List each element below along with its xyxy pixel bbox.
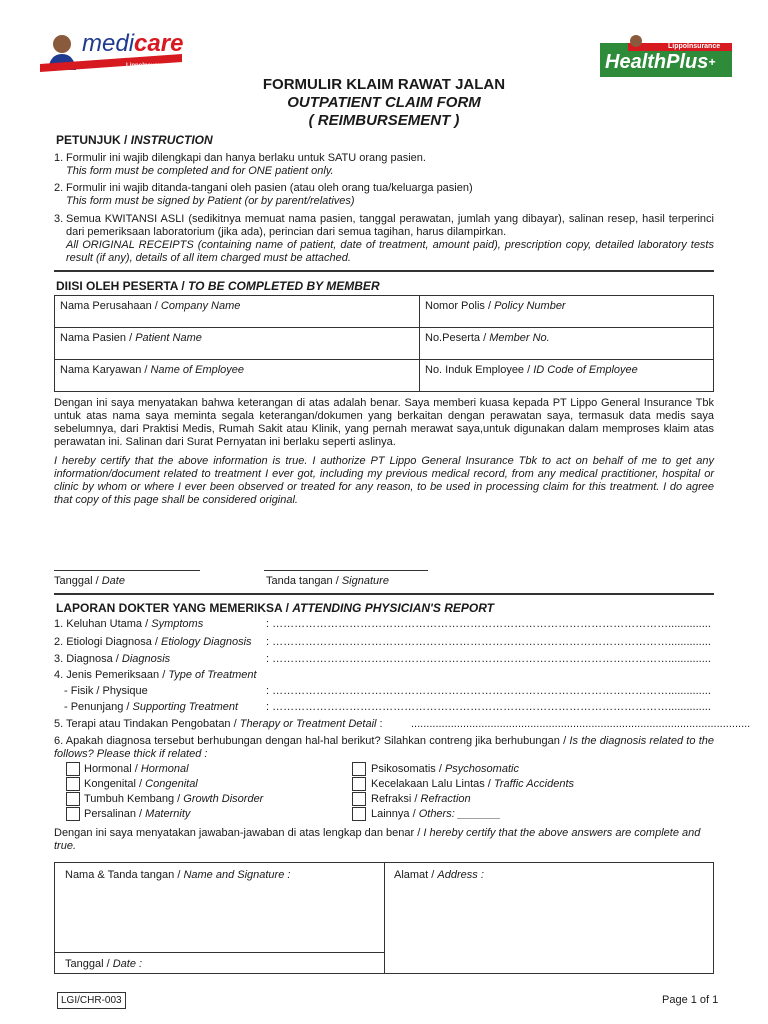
field-label-id: Nomor Polis / <box>425 300 495 312</box>
fill-dots: : ……………………………………………………………………………………………….............. <box>266 653 711 665</box>
label-en: Diagnosis <box>121 653 171 665</box>
field-label-id: No. Induk Employee / <box>425 364 534 376</box>
item-number: 3. <box>54 213 64 225</box>
item-text-id: Formulir ini wajib ditanda-tangani oleh pasien (atau oleh orang tua/keluarga pasien) <box>66 182 473 194</box>
label-en: Etiology Diagnosis <box>161 636 252 648</box>
physique-row[interactable] <box>54 685 714 699</box>
etiology-label <box>54 636 252 649</box>
member-date-label <box>54 574 125 588</box>
label-en: Date : <box>112 958 143 970</box>
symptoms-row[interactable] <box>54 618 714 632</box>
healthplus-logo <box>600 33 732 77</box>
label-en: Refraction <box>420 793 471 805</box>
field-label-id: Nama Pasien / <box>60 332 136 344</box>
question-id: 6. Apakah diagnosa tersebut berhubungan dengan hal-hal berikut? Silahkan contreng jika berhubungan / <box>54 735 570 747</box>
field-label-en: Member No. <box>489 332 550 344</box>
label-en: Others: _______ <box>418 808 501 820</box>
section-divider <box>54 593 714 595</box>
symptoms-label <box>54 618 203 631</box>
label-en: Growth Disorder <box>183 793 264 805</box>
date-label-id: Tanggal / <box>54 575 102 587</box>
fill-dots: ............................................................................................................... <box>411 718 751 730</box>
related-diagnosis-question <box>54 735 714 761</box>
member-section-heading <box>56 279 380 295</box>
hormonal-checkbox[interactable] <box>66 762 80 776</box>
medicare-logo <box>36 30 186 76</box>
therapy-label <box>54 718 383 731</box>
physician-heading-id: LAPORAN DOKTER YANG MEMERIKSA / <box>56 601 293 615</box>
medicare-sublabel: LippoInsurance <box>126 63 171 69</box>
healthplus-sublabel: LippoInsurance <box>668 43 721 50</box>
field-label-en: Policy Number <box>494 300 566 312</box>
item-number: 1. <box>54 152 64 164</box>
instruction-heading-en: INSTRUCTION <box>130 133 213 147</box>
box-divider <box>384 863 385 973</box>
treatment-type-label <box>54 669 257 682</box>
member-declaration-id: Dengan ini saya menyatakan bahwa keterangan di atas adalah benar. Saya memberi kuasa kepada PT Lippo General Insurance Tbk untuk atas nama saya meminta segala keterangan/dokumen yang berkaitan dengan perawatan saya, termasuk data medis saya sebelumnya, dari Praktisi Medis, Rumah Sakit atau Klinik, yang pernah merawat saya,untuk digunakan dalam memproses klaim atas perawatan ini. Salinan dari Surat Pernyatan ini berlaku seperti aslinya. <box>54 397 714 448</box>
page-number: Page 1 of 1 <box>662 994 719 1006</box>
traffic-accidents-checkbox[interactable] <box>352 777 366 791</box>
medicare-suffix: care <box>134 30 184 57</box>
member-heading-en: TO BE COMPLETED BY MEMBER <box>188 279 380 293</box>
label-en: Address : <box>437 869 484 881</box>
member-signature-line[interactable] <box>264 570 428 571</box>
hormonal-label <box>84 762 189 776</box>
employee-name-field[interactable] <box>55 360 420 392</box>
address-field[interactable] <box>394 868 484 882</box>
healthplus-plus: + <box>708 55 716 69</box>
label-id: Hormonal / <box>84 763 141 775</box>
instruction-item-1 <box>54 152 714 178</box>
item-text-en: This form must be signed by Patient (or by parent/relatives) <box>66 195 355 207</box>
therapy-row[interactable] <box>54 718 751 732</box>
physician-date-field[interactable] <box>65 957 142 971</box>
maternity-checkbox[interactable] <box>66 807 80 821</box>
label-en: Therapy or Treatment Detail <box>239 718 377 730</box>
label-id: 2. Etiologi Diagnosa / <box>54 636 162 648</box>
label-id: Lainnya / <box>371 808 419 820</box>
label-id: 4. Jenis Pemeriksaan / <box>54 669 169 681</box>
field-label-en: Patient Name <box>135 332 202 344</box>
congenital-checkbox[interactable] <box>66 777 80 791</box>
label-id: Nama & Tanda tangan / <box>65 869 184 881</box>
form-title-id: FORMULIR KLAIM RAWAT JALAN <box>262 76 506 93</box>
label-id: 5. Terapi atau Tindakan Pengobatan / <box>54 718 240 730</box>
label-en: Congenital <box>145 778 198 790</box>
physician-signature-box <box>54 862 714 974</box>
certify-en: I hereby certify that the above answers are complete and true. <box>54 827 701 852</box>
label-en: Type of Treatment <box>168 669 257 681</box>
diagnosis-row[interactable] <box>54 653 714 667</box>
healthplus-name: HealthPlus <box>605 51 709 73</box>
item-text-id: Formulir ini wajib dilengkapi dan hanya berlaku untuk SATU orang pasien. <box>66 152 426 164</box>
field-label-en: Company Name <box>160 300 241 312</box>
member-no-field[interactable] <box>420 328 714 360</box>
field-label-en: ID Code of Employee <box>533 364 638 376</box>
traffic-accidents-label <box>371 777 574 791</box>
fill-dots: : ……………………………………………………………………………………………….............. <box>266 701 711 713</box>
field-label-en: Name of Employee <box>150 364 245 376</box>
label-id: 1. Keluhan Utama / <box>54 618 152 630</box>
form-code: LGI/CHR-003 <box>57 992 126 1009</box>
label-id: Alamat / <box>394 869 438 881</box>
label-en: Hormonal <box>140 763 189 775</box>
date-signature-line[interactable] <box>54 570 200 571</box>
maternity-label <box>84 807 190 821</box>
treatment-type-row <box>54 669 714 683</box>
member-info-table <box>54 295 714 392</box>
box-date-rule <box>55 952 384 953</box>
supporting-treatment-label <box>64 701 238 714</box>
physician-certification <box>54 827 714 853</box>
physique-label: - Fisik / Physique <box>64 685 148 697</box>
label-id: 3. Diagnosa / <box>54 653 122 665</box>
section-divider <box>54 270 714 272</box>
fill-dots: : ……………………………………………………………………………………………….............. <box>266 636 711 648</box>
field-label-id: Nama Perusahaan / <box>60 300 161 312</box>
others-checkbox[interactable] <box>352 807 366 821</box>
others-label <box>371 807 501 821</box>
label-id: Kongenital / <box>84 778 146 790</box>
field-label-id: No.Peserta / <box>425 332 490 344</box>
patient-name-field[interactable] <box>55 328 420 360</box>
company-name-field[interactable] <box>55 296 420 328</box>
physician-heading-en: ATTENDING PHYSICIAN'S REPORT <box>292 601 495 615</box>
etiology-row[interactable] <box>54 636 714 650</box>
employee-id-field[interactable] <box>420 360 714 392</box>
table-row <box>55 296 714 328</box>
separator: : <box>376 718 383 730</box>
label-id: Refraksi / <box>371 793 421 805</box>
member-declaration-en: I hereby certify that the above information is true. I authorize PT Lippo General Insurance Tbk to act on behalf of me to get any information/document related to treatment I ever got, including my previous medical record, from any medical practitioner, hospital or clinic by whom or where I ever been observed or treated for any reason, to be used in processing claim for this treatment. I do agree that copy of this page shall be considered original. <box>54 455 714 506</box>
instruction-item-3 <box>54 213 714 265</box>
item-text-en: This form must be completed and for ONE patient only. <box>66 165 334 177</box>
item-text-en: All ORIGINAL RECEIPTS (containing name of patient, date of treatment, amount paid), prescription copy, detailed laboratory tests result (if any), details of all item charged must be attached. <box>66 239 714 264</box>
psychosomatic-label <box>371 762 519 776</box>
psychosomatic-checkbox[interactable] <box>352 762 366 776</box>
signature-label-id: Tanda tangan / <box>266 575 342 587</box>
policy-number-field[interactable] <box>420 296 714 328</box>
instruction-heading <box>56 133 213 149</box>
diagnosis-label <box>54 653 170 666</box>
field-label-id: Nama Karyawan / <box>60 364 151 376</box>
fill-dots: : ……………………………………………………………………………………………….............. <box>266 618 711 630</box>
refraction-checkbox[interactable] <box>352 792 366 806</box>
question-en: Is the diagnosis related to the follows? Please thick if related : <box>54 735 714 760</box>
table-row <box>55 328 714 360</box>
label-en: Name and Signature : <box>183 869 291 881</box>
medicare-prefix: medi <box>82 30 135 57</box>
date-label-en: Date <box>101 575 125 587</box>
item-number: 2. <box>54 182 64 194</box>
item-text-id: Semua KWITANSI ASLI (sedikitnya memuat nama pasien, tanggal perawatan, jumlah yang dibayar), salinan resep, hasil terperinci dari pemeriksaan laboratorium (jika ada), perincian dari semua tagihan, harus dilampirkan. <box>66 213 714 238</box>
label-id: Persalinan / <box>84 808 146 820</box>
growth-disorder-checkbox[interactable] <box>66 792 80 806</box>
label-id: Psikosomatis / <box>371 763 445 775</box>
form-title-en: OUTPATIENT CLAIM FORM <box>287 94 481 111</box>
instruction-heading-id: PETUNJUK / <box>56 133 131 147</box>
label-en: Symptoms <box>151 618 204 630</box>
growth-disorder-label <box>84 792 263 806</box>
label-id: - Penunjang / <box>64 701 133 713</box>
label-en: Psychosomatic <box>444 763 519 775</box>
fill-dots: : ……………………………………………………………………………………………….............. <box>266 685 711 697</box>
physician-section-heading <box>56 601 494 617</box>
certify-id: Dengan ini saya menyatakan jawaban-jawaban di atas lengkap dan benar / <box>54 827 424 839</box>
refraction-label <box>371 792 471 806</box>
signature-label-en: Signature <box>341 575 389 587</box>
label-id: Tanggal / <box>65 958 113 970</box>
supporting-treatment-row[interactable] <box>54 701 714 715</box>
congenital-label <box>84 777 198 791</box>
form-subtitle: ( REIMBURSEMENT ) <box>308 112 460 129</box>
label-en: Maternity <box>145 808 191 820</box>
table-row <box>55 360 714 392</box>
member-heading-id: DIISI OLEH PESERTA / <box>56 279 189 293</box>
instruction-item-2 <box>54 182 714 208</box>
name-signature-field[interactable] <box>65 868 290 882</box>
label-id: Kecelakaan Lalu Lintas / <box>371 778 494 790</box>
label-id: Tumbuh Kembang / <box>84 793 184 805</box>
label-en: Traffic Accidents <box>493 778 574 790</box>
member-signature-label <box>266 574 389 588</box>
label-en: Supporting Treatment <box>132 701 239 713</box>
